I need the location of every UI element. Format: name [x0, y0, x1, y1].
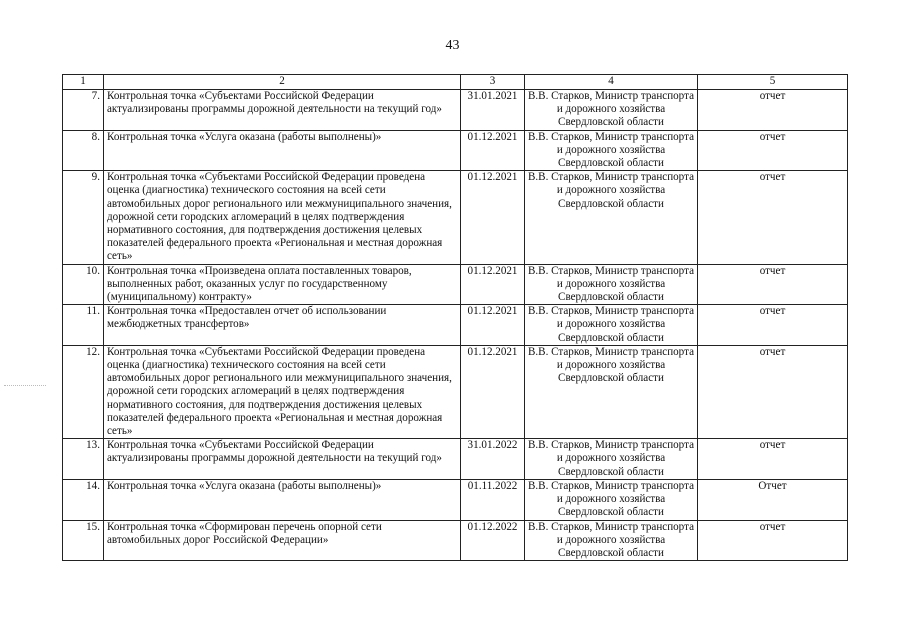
due-date: 01.12.2021 [461, 305, 525, 346]
due-date: 01.12.2021 [461, 264, 525, 305]
column-header-3: 3 [461, 75, 525, 90]
due-date: 31.01.2021 [461, 90, 525, 131]
table-row [63, 264, 848, 305]
report-form: отчет [698, 305, 848, 346]
report-form: отчет [698, 90, 848, 131]
margin-mark [4, 385, 46, 386]
responsible-person: В.В. Старков, Министр транспорта и дорожного хозяйства Свердловской области [525, 90, 698, 131]
due-date: 01.12.2021 [461, 130, 525, 171]
row-number: 7. [63, 90, 104, 131]
control-point-name: Контрольная точка «Услуга оказана (работы выполнены)» [104, 130, 461, 171]
due-date: 01.12.2021 [461, 345, 525, 438]
responsible-person: В.В. Старков, Министр транспорта и дорожного хозяйства Свердловской области [525, 439, 698, 480]
control-point-name: Контрольная точка «Субъектами Российской Федерации актуализированы программы дорожной деятельности на текущий год» [104, 439, 461, 480]
responsible-person: В.В. Старков, Министр транспорта и дорожного хозяйства Свердловской области [525, 345, 698, 438]
report-form: отчет [698, 130, 848, 171]
table-row [63, 130, 848, 171]
table-row [63, 345, 848, 438]
responsible-person: В.В. Старков, Министр транспорта и дорожного хозяйства Свердловской области [525, 479, 698, 520]
table-header-row [63, 75, 848, 90]
report-form: отчет [698, 439, 848, 480]
table-row [63, 520, 848, 561]
table-row [63, 90, 848, 131]
table-row [63, 439, 848, 480]
responsible-person: В.В. Старков, Министр транспорта и дорожного хозяйства Свердловской области [525, 520, 698, 561]
row-number: 13. [63, 439, 104, 480]
report-form: отчет [698, 520, 848, 561]
row-number: 14. [63, 479, 104, 520]
column-header-4: 4 [525, 75, 698, 90]
row-number: 10. [63, 264, 104, 305]
control-point-name: Контрольная точка «Субъектами Российской Федерации проведена оценка (диагностика) технического состояния на всей сети автомобильных дорог регионального или межмуниципального значения, дорожной сети городских агломераций в целях подтверждения нормативного состояния, для подтверждения достижения целевых показателей федерального проекта «Региональная и местная дорожная сеть» [104, 345, 461, 438]
due-date: 01.11.2022 [461, 479, 525, 520]
table-row [63, 305, 848, 346]
responsible-person: В.В. Старков, Министр транспорта и дорожного хозяйства Свердловской области [525, 264, 698, 305]
page-number: 43 [445, 38, 460, 53]
column-header-2: 2 [104, 75, 461, 90]
control-point-name: Контрольная точка «Сформирован перечень опорной сети автомобильных дорог Российской Федерации» [104, 520, 461, 561]
control-point-name: Контрольная точка «Произведена оплата поставленных товаров, выполненных работ, оказанных услуг по государственному (муниципальному) контракту» [104, 264, 461, 305]
row-number: 8. [63, 130, 104, 171]
report-form: отчет [698, 264, 848, 305]
control-points-table [62, 74, 848, 561]
row-number: 9. [63, 171, 104, 264]
control-point-name: Контрольная точка «Предоставлен отчет об использовании межбюджетных трансфертов» [104, 305, 461, 346]
report-form: Отчет [698, 479, 848, 520]
control-point-name: Контрольная точка «Субъектами Российской Федерации актуализированы программы дорожной деятельности на текущий год» [104, 90, 461, 131]
row-number: 15. [63, 520, 104, 561]
column-header-5: 5 [698, 75, 848, 90]
responsible-person: В.В. Старков, Министр транспорта и дорожного хозяйства Свердловской области [525, 305, 698, 346]
due-date: 01.12.2021 [461, 171, 525, 264]
table-row [63, 171, 848, 264]
column-header-1: 1 [63, 75, 104, 90]
responsible-person: В.В. Старков, Министр транспорта и дорожного хозяйства Свердловской области [525, 171, 698, 264]
report-form: отчет [698, 171, 848, 264]
control-point-name: Контрольная точка «Субъектами Российской Федерации проведена оценка (диагностика) технического состояния на всей сети автомобильных дорог регионального или межмуниципального значения, дорожной сети городских агломераций в целях подтверждения нормативного состояния, для подтверждения достижения целевых показателей федерального проекта «Региональная и местная дорожная сеть» [104, 171, 461, 264]
table-row [63, 479, 848, 520]
row-number: 11. [63, 305, 104, 346]
row-number: 12. [63, 345, 104, 438]
due-date: 01.12.2022 [461, 520, 525, 561]
due-date: 31.01.2022 [461, 439, 525, 480]
responsible-person: В.В. Старков, Министр транспорта и дорожного хозяйства Свердловской области [525, 130, 698, 171]
control-point-name: Контрольная точка «Услуга оказана (работы выполнены)» [104, 479, 461, 520]
report-form: отчет [698, 345, 848, 438]
